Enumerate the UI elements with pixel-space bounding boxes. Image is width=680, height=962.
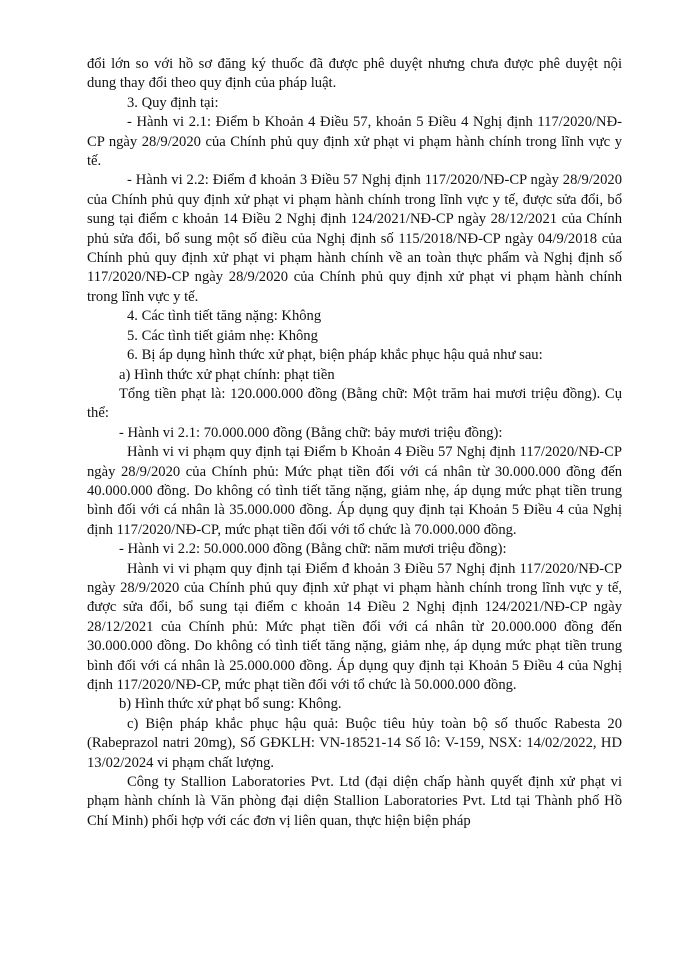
additional-penalty: b) Hình thức xử phạt bổ sung: Không. — [119, 696, 342, 713]
fine-act-2-2-detail: Hành vi vi phạm quy định tại Điểm đ khoản 3 Điều 57 Nghị định 117/2020/NĐ-CP ngày 28/9/2020 của Chính phủ quy định xử phạt vi phạm hành chính trong lĩnh vực y tế, được sửa đổi, bổ sung tại điểm c khoản 14 Điều 2 Nghị định 124/2021/NĐ-CP ngày 28/12/2021 của Chính phủ: Mức phạt tiền đối với cá nhân từ 20.000.000 đồng đến 30.000.000 đồng. Do không có tình tiết tăng nặng, giảm nhẹ, áp dụng mức phạt tiền trung bình đối với cá nhân là 25.000.000 đồng. Áp dụng quy định tại Khoản 5 Điều 4 của Nghị định 117/2020/NĐ-CP, mức phạt tiền đối với tổ chức là 50.000.000 đồng. — [87, 560, 622, 693]
fine-act-2-1-detail: Hành vi vi phạm quy định tại Điểm b Khoản 4 Điều 57 Nghị định 117/2020/NĐ-CP ngày 28/9/2020 của Chính phủ: Mức phạt tiền đối với cá nhân từ 30.000.000 đồng đến 40.000.000 đồng. Do không có tình tiết tăng nặng, giảm nhẹ, áp dụng mức phạt tiền trung bình đối với cá nhân là 35.000.000 đồng. Áp dụng quy định tại Khoản 5 Điều 4 của Nghị định 117/2020/NĐ-CP, mức phạt tiền đối với tổ chức là 70.000.000 đồng. — [87, 444, 622, 538]
total-fine: Tổng tiền phạt là: 120.000.000 đồng (Bằng chữ: Một trăm hai mươi triệu đồng). Cụ thể: — [87, 385, 622, 422]
paragraph-act-2-1-regulation: - Hành vi 2.1: Điểm b Khoản 4 Điều 57, khoản 5 Điều 4 Nghị định 117/2020/NĐ-CP ngày 28/9/2020 của Chính phủ quy định xử phạt vi phạm hành chính trong lĩnh vực y tế. — [87, 114, 622, 170]
main-penalty-form: a) Hình thức xử phạt chính: phạt tiền — [119, 366, 335, 383]
fine-act-2-1: - Hành vi 2.1: 70.000.000 đồng (Bằng chữ: bảy mươi triệu đồng): — [119, 424, 503, 441]
heading-penalty-forms: 6. Bị áp dụng hình thức xử phạt, biện pháp khắc phục hậu quả như sau: — [127, 347, 543, 364]
remedial-measures: c) Biện pháp khắc phục hậu quả: Buộc tiêu hủy toàn bộ số thuốc Rabesta 20 (Rabeprazol natri 20mg), Số GĐKLH: VN-18521-14 Số lô: V-159, NSX: 14/02/2022, HD 13/02/2024 vi phạm chất lượng. — [87, 715, 622, 771]
aggravating-circumstances: 4. Các tình tiết tăng nặng: Không — [127, 308, 322, 325]
mitigating-circumstances: 5. Các tình tiết giảm nhẹ: Không — [127, 327, 318, 344]
paragraph-1: đổi lớn so với hồ sơ đăng ký thuốc đã được phê duyệt nhưng chưa được phê duyệt nội dung thay đổi theo quy định của pháp luật. — [87, 56, 622, 92]
document-page — [87, 55, 622, 831]
heading-regulation: 3. Quy định tại: — [127, 94, 219, 111]
company-paragraph: Công ty Stallion Laboratories Pvt. Ltd (đại diện chấp hành quyết định xử phạt vi phạm hành chính là Văn phòng đại diện Stallion Laboratories Pvt. Ltd tại Thành phố Hồ Chí Minh) phối hợp với các đơn vị liên quan, thực hiện biện pháp — [87, 774, 622, 829]
fine-act-2-2: - Hành vi 2.2: 50.000.000 đồng (Bằng chữ: năm mươi triệu đồng): — [119, 541, 507, 558]
paragraph-act-2-2-regulation: - Hành vi 2.2: Điểm đ khoản 3 Điều 57 Nghị định 117/2020/NĐ-CP ngày 28/9/2020 của Chính phủ quy định xử phạt vi phạm hành chính trong lĩnh vực y tế, được sửa đổi, bổ sung tại điểm c khoản 14 Điều 2 Nghị định 124/2021/NĐ-CP ngày 28/12/2021 của Chính phủ sửa đổi, bổ sung một số điều của Nghị định số 115/2018/NĐ-CP ngày 04/9/2018 của Chính phủ quy định xử phạt vi phạm hành chính về an toàn thực phẩm và Nghị định số 117/2020/NĐ-CP ngày 28/9/2020 của Chính phủ quy định xử phạt vi phạm hành chính trong lĩnh vực y tế. — [87, 172, 622, 305]
